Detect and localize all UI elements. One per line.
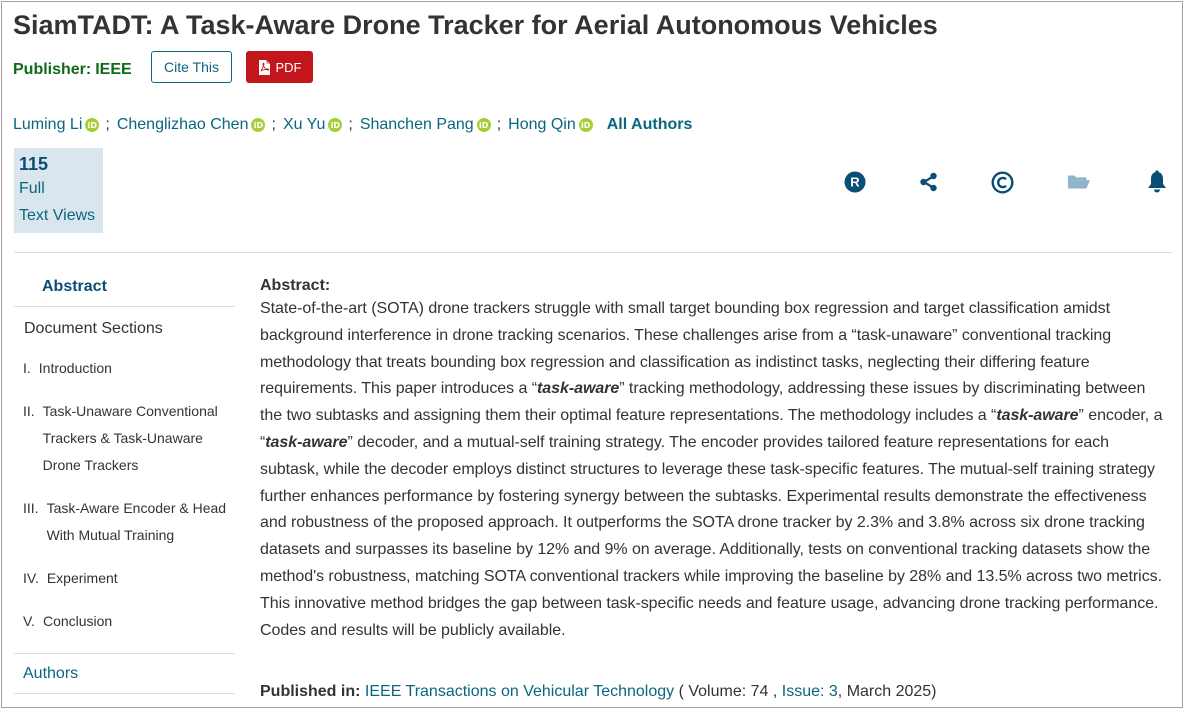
section-number: III. [23,500,39,516]
svg-text:R: R [850,174,860,190]
abstract-section [260,276,1165,644]
pdf-file-icon [258,60,270,75]
orcid-icon[interactable]: iD [579,118,593,132]
share-icon[interactable] [917,170,941,194]
publication-date: , March 2025) [837,683,937,700]
section-link-experiment[interactable] [23,565,235,592]
author-list [13,116,692,134]
author-link[interactable]: Shanchen Pang [359,116,474,133]
author-link[interactable]: Chenglizhao Chen [116,116,249,133]
section-number: V. [23,613,35,629]
sidebar-authors-link[interactable]: Authors [23,665,79,682]
pdf-button[interactable] [246,51,313,83]
views-label-line2: Text Views [19,207,96,224]
orcid-icon[interactable]: iD [328,118,342,132]
section-link-task-unaware[interactable] [23,398,235,479]
abstract-heading: Abstract: [260,277,331,294]
author-item [360,116,491,134]
author-item [117,116,266,134]
author-separator: ; [271,116,276,133]
cite-this-button[interactable]: Cite This [151,51,232,83]
issue-link[interactable]: Issue: 3 [781,683,838,700]
published-in-label: Published in: [260,683,361,700]
author-item [283,116,342,134]
publisher-name: IEEE [95,61,132,78]
views-label-line1: Full [19,180,45,197]
sidebar-divider [14,653,235,654]
copyright-icon[interactable] [990,170,1014,194]
author-item [508,116,593,134]
header-divider [14,252,1172,253]
emphasis-task-aware: task-aware [537,380,620,398]
article-title: SiamTADT: A Task-Aware Drone Tracker for Aerial Autonomous Vehicles [13,10,938,40]
volume-text: ( Volume: [674,683,751,700]
bell-icon[interactable] [1145,170,1169,194]
section-number: II. [23,403,35,419]
author-separator: ; [496,116,502,133]
section-label: Introduction [38,360,112,376]
section-link-task-aware[interactable] [23,495,235,549]
author-link[interactable]: Luming Li [13,116,83,133]
section-label: Task-Unaware Conventional Trackers & Task-Unaware Drone Trackers [42,403,218,473]
section-label: Conclusion [42,613,113,629]
emphasis-task-aware: task-aware [265,433,348,451]
publisher-info [13,61,132,79]
publisher-label: Publisher: [13,61,92,78]
volume-number: 74 [750,683,769,700]
section-number: I. [23,360,31,376]
author-item [13,116,99,134]
all-authors-link[interactable]: All Authors [606,116,693,133]
journal-link[interactable]: IEEE Transactions on Vehicular Technology [364,683,675,700]
views-count: 115 [19,154,49,174]
full-text-views-metric[interactable] [14,148,103,233]
orcid-icon[interactable]: iD [477,118,491,132]
rights-permissions-icon[interactable] [843,170,867,194]
section-label: Task-Aware Encoder & Head With Mutual Training [46,500,227,543]
section-link-conclusion[interactable] [23,608,235,635]
sidebar-abstract-link[interactable]: Abstract [42,278,107,295]
section-link-introduction[interactable] [23,355,235,382]
pdf-button-label: PDF [275,59,302,75]
abstract-text: State-of-the-art (SOTA) drone trackers struggle with small target bounding box regression and target classification amidst background interference in drone tracking scenarios. These challenges arise from a “task-unaware” conventional tracking methodology that treats bounding box regression and classification as indistinct tasks, neglecting their differing feature requirements. This paper introduces a “task-aware” tracking methodology, addressing these issues by discriminating between the two subtasks and assigning them their optimal feature representations. The methodology includes a “task-aware” encoder, a “task-aware” decoder, and a mutual-self training strategy. The encoder provides tailored feature representations for each subtask, while the decoder employs distinct structures to leverage these task-specific features. The mutual-self training strategy further enhances performance by fostering synergy between the subtasks. Experimental results demonstrate the effectiveness and robustness of the proposed approach. It outperforms the SOTA drone tracker by 2.3% and 3.8% across six drone tracking datasets and surpasses its baseline by 12% and 9% on average. Additionally, tests on conventional tracking datasets show the method's robustness, matching SOTA conventional trackers while improving the baseline by 28% and 13.5% across two metrics. This innovative method bridges the gap between task-specific needs and feature usage, advancing drone tracking performance. Codes and results will be publicly available. [260,300,1163,639]
orcid-icon[interactable]: iD [251,118,265,132]
published-in: Published in: IEEE Transactions on Vehicular Technology ( Volume: 74 , Issue: 3, March 2025) [260,683,937,700]
document-sections-heading: Document Sections [24,320,163,337]
author-link[interactable]: Xu Yu [282,116,326,133]
author-link[interactable]: Hong Qin [508,116,576,133]
folder-icon[interactable] [1067,170,1091,194]
sidebar-divider [14,693,235,694]
author-separator: ; [348,116,353,133]
section-number: IV. [23,570,39,586]
section-label: Experiment [46,570,118,586]
emphasis-task-aware: task-aware [996,407,1079,425]
author-separator: ; [105,116,110,133]
sidebar-divider [14,306,235,307]
orcid-icon[interactable]: iD [85,118,99,132]
